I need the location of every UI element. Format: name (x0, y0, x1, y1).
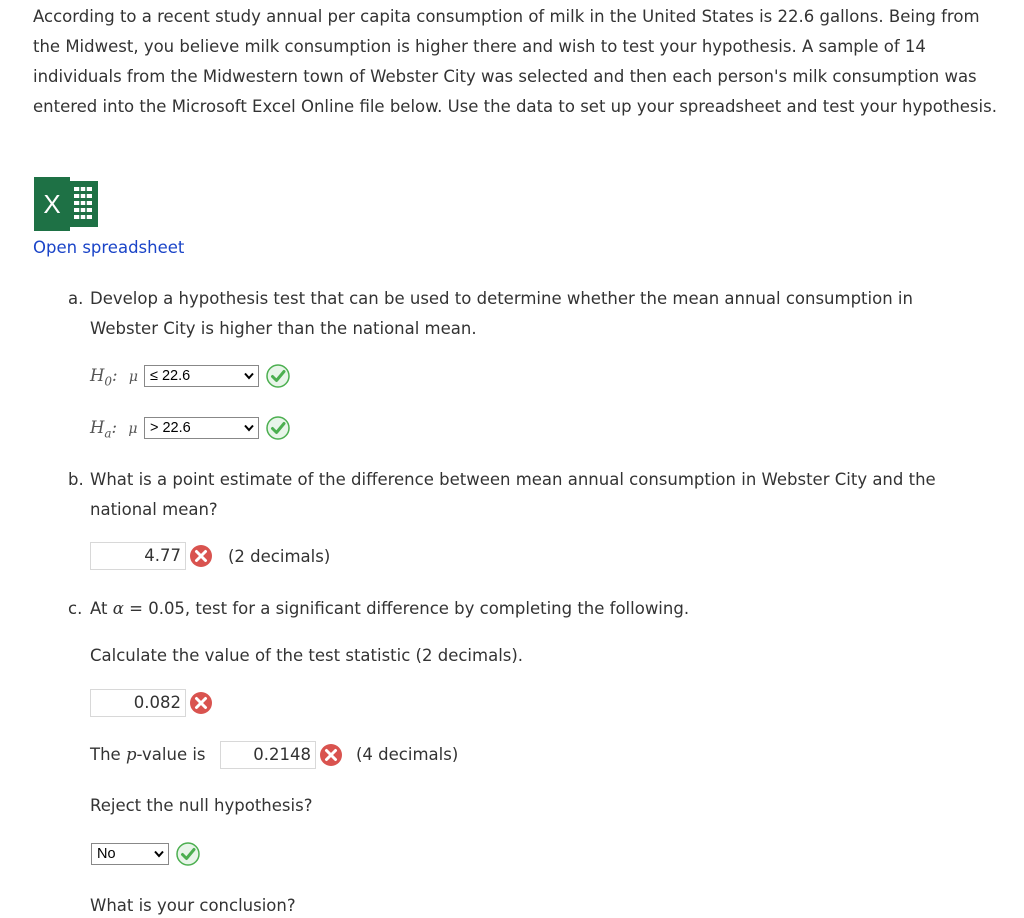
part-a-line2: Webster City is higher than the national mean. (90, 319, 477, 338)
part-b-line1: What is a point estimate of the difference between mean annual consumption in Webster City and the (90, 470, 936, 489)
part-a-line1: Develop a hypothesis test that can be used to determine whether the mean annual consumption in (90, 289, 913, 308)
correct-check-icon (176, 842, 200, 866)
test-statistic-input[interactable]: 0.082 (90, 689, 186, 717)
h0-select[interactable] (144, 365, 259, 387)
part-b-line2: national mean? (90, 500, 218, 519)
part-c-question (68, 594, 998, 624)
ha-select[interactable] (144, 417, 259, 439)
h0-label: $H_0$: μ (90, 366, 138, 389)
test-statistic-prompt: Calculate the value of the test statistic (2 decimals). (90, 646, 524, 665)
chevron-down-icon (244, 372, 254, 380)
part-a-question (68, 284, 998, 344)
part-a-letter: a. (68, 289, 84, 308)
part-b-question (68, 465, 998, 525)
ha-select-value: > 22.6 (150, 420, 191, 436)
incorrect-x-icon (189, 691, 213, 715)
part-c-prefix: At (90, 599, 108, 618)
p-value-note: (4 decimals) (356, 745, 459, 764)
reject-select[interactable] (91, 843, 169, 865)
incorrect-x-icon (189, 544, 213, 568)
p-value-label: The p-value is (90, 745, 206, 764)
chevron-down-icon (154, 850, 164, 858)
correct-check-icon (266, 416, 290, 440)
chevron-down-icon (244, 424, 254, 432)
part-c-letter: c. (68, 599, 83, 618)
part-c-alpha-text: = 0.05, test for a significant difference by completing the following. (129, 599, 690, 618)
part-b-letter: b. (68, 470, 84, 489)
ha-label: $H_a$: μ (90, 418, 138, 441)
reject-select-value: No (97, 846, 116, 862)
open-spreadsheet-link[interactable]: Open spreadsheet (33, 238, 185, 257)
conclusion-prompt: What is your conclusion? (90, 896, 296, 915)
excel-icon-letter: X (43, 189, 61, 219)
point-estimate-input[interactable]: 4.77 (90, 542, 186, 570)
h0-select-value: ≤ 22.6 (150, 368, 191, 384)
p-value-input[interactable]: 0.2148 (220, 741, 316, 769)
point-estimate-note: (2 decimals) (228, 547, 331, 566)
reject-prompt: Reject the null hypothesis? (90, 796, 313, 815)
excel-icon[interactable] (34, 177, 100, 231)
alpha-symbol: α (112, 599, 124, 618)
intro-paragraph: According to a recent study annual per capita consumption of milk in the United States is 22.6 gallons. Being from the Midwest, you believe milk consumption is higher there and wish to test your hypothesis. A sample of 14 individuals from the Midwestern town of Webster City was selected and then each person's milk consumption was entered into the Microsoft Excel Online file below. Use the data to set up your spreadsheet and test your hypothesis. (33, 7, 997, 116)
incorrect-x-icon (319, 743, 343, 767)
correct-check-icon (266, 364, 290, 388)
